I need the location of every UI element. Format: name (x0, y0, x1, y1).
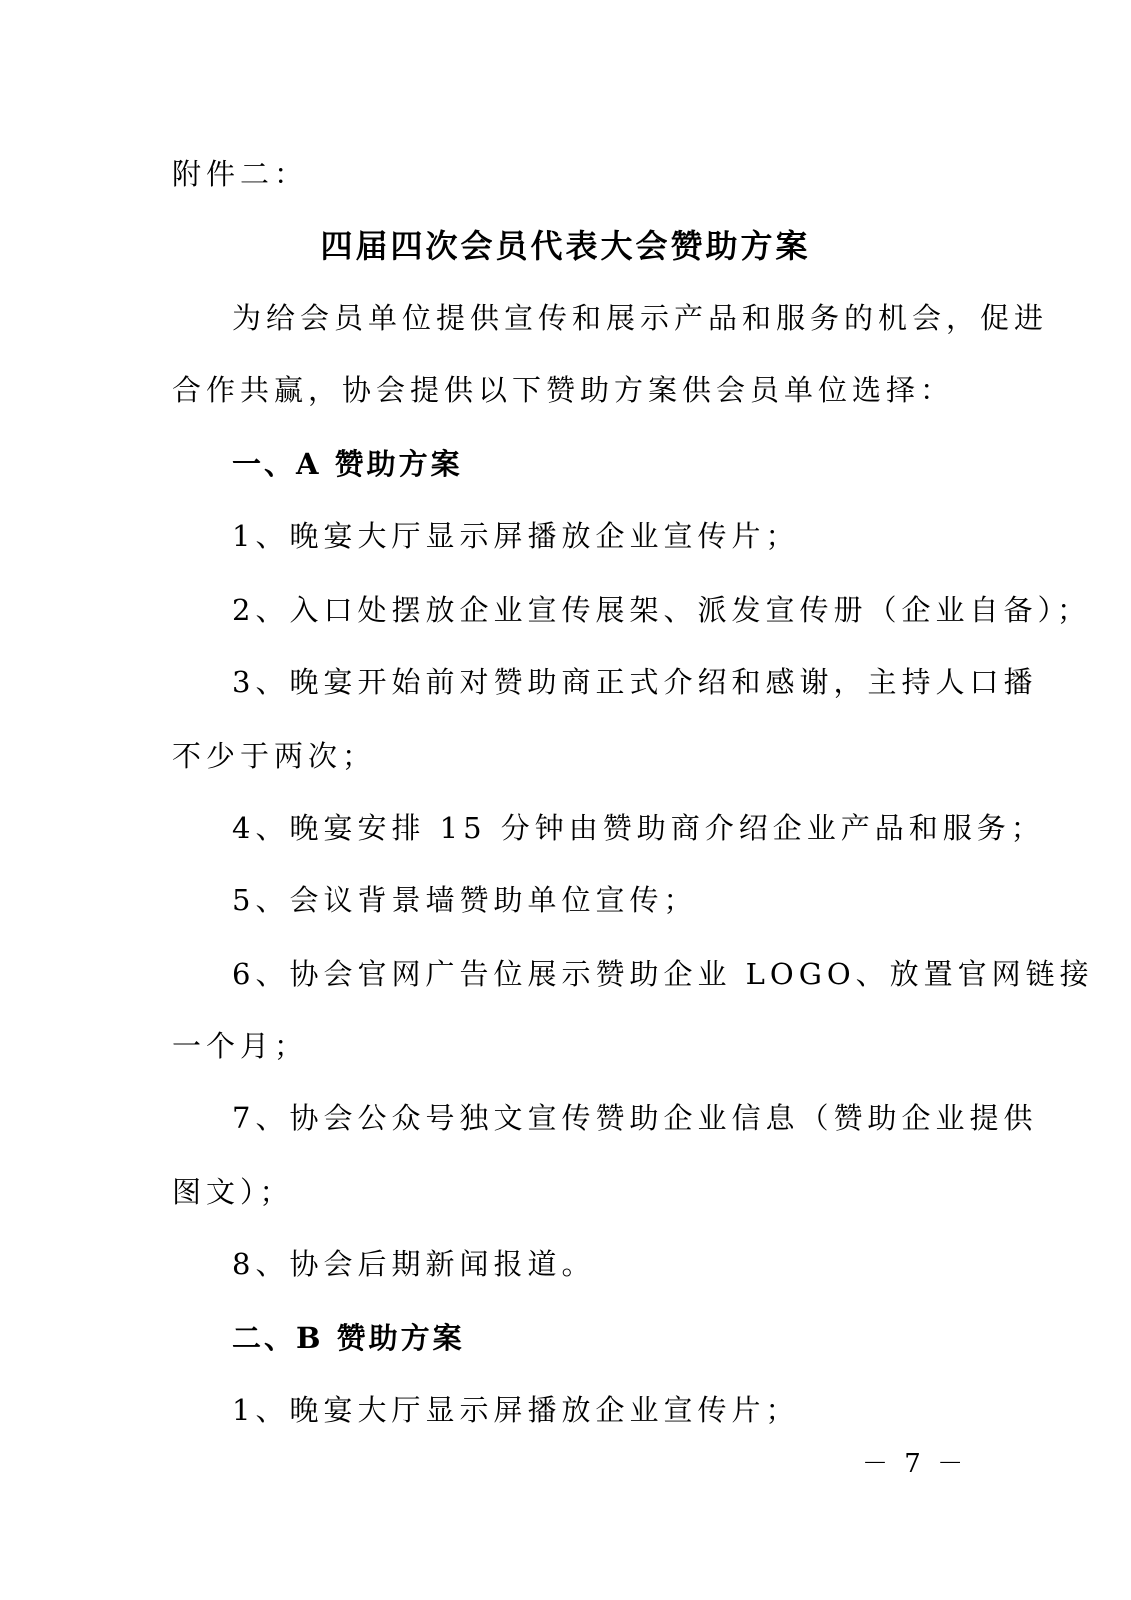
section-a-item: 1、晚宴大厅显示屏播放企业宣传片； (232, 519, 800, 553)
document-title: 四届四次会员代表大会赞助方案 (320, 227, 811, 265)
page-number: － 7 － (862, 1449, 968, 1479)
section-b-item: 1、晚宴大厅显示屏播放企业宣传片； (232, 1393, 800, 1427)
section-a-item: 5、会议背景墙赞助单位宣传； (232, 883, 698, 917)
attachment-label: 附件二： (172, 157, 309, 191)
section-a-item-continuation: 图文）； (172, 1175, 294, 1209)
section-b-heading: 二、B 赞助方案 (232, 1321, 465, 1355)
section-a-item: 4、晚宴安排 15 分钟由赞助商介绍企业产品和服务； (232, 811, 1045, 845)
section-a-item: 2、入口处摆放企业宣传展架、派发宣传册（企业自备）； (232, 593, 1091, 627)
intro-paragraph-line: 合作共赢，协会提供以下赞助方案供会员单位选择： (172, 373, 955, 407)
section-a-item-continuation: 一个月； (172, 1029, 309, 1063)
section-a-item: 7、协会公众号独文宣传赞助企业信息（赞助企业提供 (232, 1101, 1038, 1135)
section-a-item: 3、晚宴开始前对赞助商正式介绍和感谢，主持人口播 (232, 665, 1038, 699)
section-a-heading: 一、A 赞助方案 (232, 447, 463, 481)
intro-paragraph-line: 为给会员单位提供宣传和展示产品和服务的机会，促进 (232, 301, 1049, 335)
section-a-item: 8、协会后期新闻报道。 (232, 1247, 596, 1281)
section-a-item: 6、协会官网广告位展示赞助企业 LOGO、放置官网链接 (232, 957, 1094, 991)
section-a-item-continuation: 不少于两次； (172, 739, 377, 773)
